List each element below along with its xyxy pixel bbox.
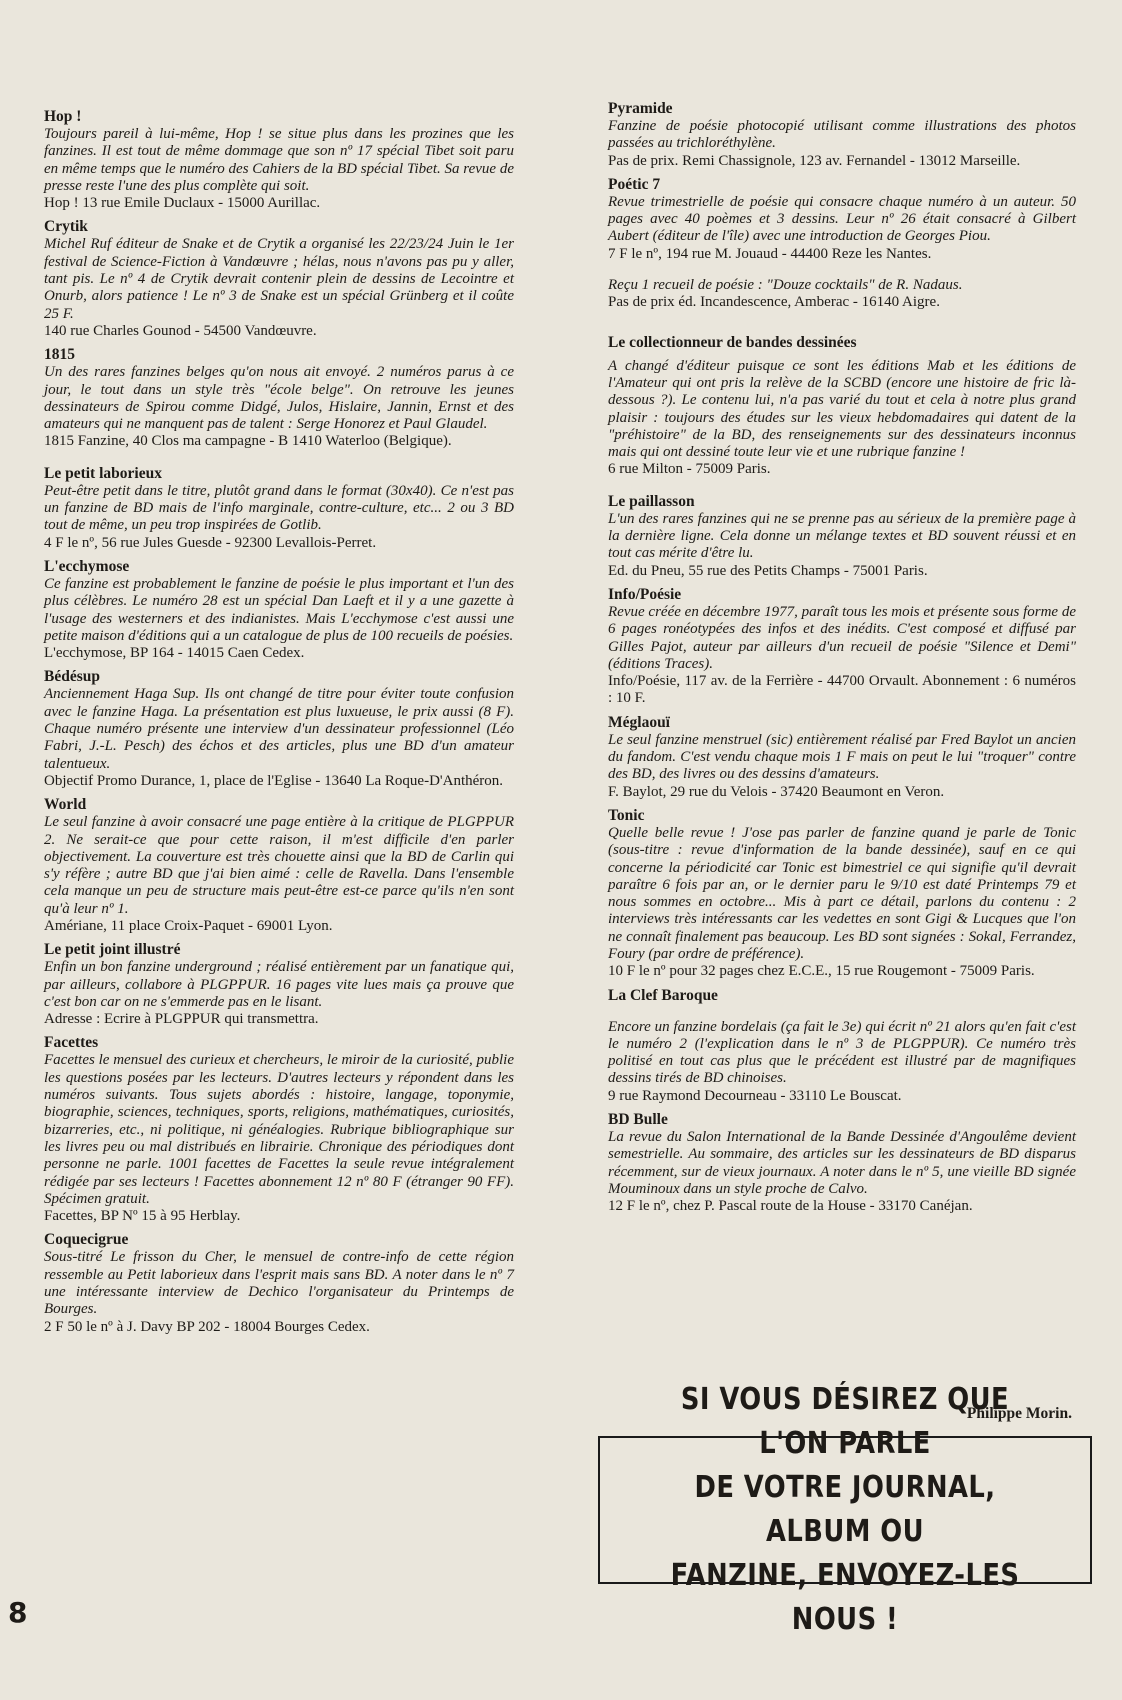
entry-description: Sous-titré Le frisson du Cher, le mensuel de contre-info de cette région ressemble au Petit laborieux dans l'esprit mais sans BD. A noter dans le nº 7 une intéressante interview de Dechico l'organisateur du Printemps de Bourges. — [44, 1249, 514, 1318]
entry-description: Peut-être petit dans le titre, plutôt grand dans le format (30x40). Ce n'est pas un fanzine de BD mais de l'info marginale, contre-culture, etc... 2 ou 3 BD tout de même, un peu trop inspirées de Gotlib. — [44, 482, 514, 534]
entry-address: Pas de prix éd. Incandescence, Amberac - 16140 Aigre. — [608, 294, 940, 311]
entry-description: Facettes le mensuel des curieux et chercheurs, le miroir de la curiosité, publie les questions posées par les lecteurs. D'autres lecteurs y répondent dans les numéros suivants. Tous sujets abordés : histoire, langage, toponymie, biographie, sciences, techniques, sports, religions, mathématiques, curiosités, bizarreries, etc., ni politique, ni généalogies. Rubrique bibliographique sur les livres peu ou mal distribués en librairie. Chronique des périodiques dont personne ne parle. 1001 facettes de Facettes la seule revue intégralement rédigée par ses lecteurs ! Facettes abonnement 12 nº 80 F (étranger 90 FF). Spécimen gratuit. — [44, 1052, 514, 1207]
entry-address: 10 F le nº pour 32 pages chez E.C.E., 15 rue Rougemont - 75009 Paris. — [608, 963, 1035, 980]
entry-description: Quelle belle revue ! J'ose pas parler de fanzine quand je parle de Tonic (sous-titre : revue d'information de la bande dessinée), sauf en ce qui concerne la périodicité car Tonic est bimestriel ce qui signifie qu'il devrait paraître 6 fois par an, or le dernier paru le 9/10 est daté Printemps 79 et nous sommes en octobre... Mis à part ce détail, parlons du contenu : 2 interviews très intéressants car les vedettes en sont Gigi & Lucques que l'on ne connaît finalement pas beaucoup. Les BD sont signées : Sokal, Ferrandez, Foury (par ordre de préférence). — [608, 824, 1076, 962]
review-entry — [608, 1111, 1076, 1215]
entry-address: 6 rue Milton - 75009 Paris. — [608, 461, 771, 478]
entry-description: Le seul fanzine à avoir consacré une page entière à la critique de PLGPPUR 2. Ne serait-ce que pour cette raison, il m'est difficile d'en parler objectivement. La couverture est très chouette ainsi que la BD de Carlin qui s'y réfère ; autre BD que j'ai bien aimé : celle de Ravella. Dans l'ensemble cela manque un peu de structure mais peut-être est-ce parce qu'ils n'en sont qu'à leur nº 1. — [44, 814, 514, 917]
call-to-action-text: SI VOUS DÉSIREZ QUE L'ON PARLE DE VOTRE JOURNAL, ALBUM OU FANZINE, ENVOYEZ-LES NOUS ! — [670, 1382, 1020, 1637]
review-entry — [608, 334, 1076, 479]
review-entry — [44, 941, 514, 1028]
entry-title: Facettes — [44, 1034, 99, 1052]
review-entry — [608, 714, 1076, 801]
entry-description: Enfin un bon fanzine underground ; réalisé entièrement par un fanatique qui, par ailleurs, collabore à PLGPPUR. 16 pages vite lues mais ça prouve que c'est bon car on ne s'emmerde pas en le lisant. — [44, 959, 514, 1010]
entry-description: Michel Ruf éditeur de Snake et de Crytik a organisé les 22/23/24 Juin le 1er festival de Science-Fiction à Vandœuvre ; hélas, nous n'avons pas pu y aller, tant pis. Le nº 4 de Crytik devrait contenir plein de dessins de Lecointre et Onurb, alors patience ! Le nº 3 de Snake est un spécial Grünberg et il coûte 25 F. — [44, 236, 514, 322]
entry-address: Ed. du Pneu, 55 rue des Petits Champs - 75001 Paris. — [608, 562, 928, 579]
review-entry — [44, 346, 514, 450]
entry-address: 1815 Fanzine, 40 Clos ma campagne - B 1410 Waterloo (Belgique). — [44, 433, 452, 450]
review-entry — [44, 465, 514, 552]
entry-title: Le collectionneur de bandes dessinées — [608, 333, 857, 351]
review-entry — [44, 1034, 514, 1225]
entry-address: 9 rue Raymond Decourneau - 33110 Le Bouscat. — [608, 1087, 902, 1104]
entry-title: Poétic 7 — [608, 175, 661, 193]
review-entry — [44, 668, 514, 790]
entry-description: A changé d'éditeur puisque ce sont les éditions Mab et les éditions de l'Amateur qui ont pris la relève de la SCBD (encore une histoire de fric là-dessous ?). Le contenu lui, n'a pas varié du tout et cela à notre plus grand plaisir : toujours des études sur les vieux hebdomadaires qui datent de la "préhistoire" de la BD, des renseignements sur des dessinateurs inconnus mais qui ont dessiné toute leur vie et une rubrique fanzine ! — [608, 357, 1076, 461]
entry-address: 2 F 50 le nº à J. Davy BP 202 - 18004 Bourges Cedex. — [44, 1318, 370, 1335]
entry-description: Encore un fanzine bordelais (ça fait le 3e) qui écrit nº 21 alors qu'en fait c'est le numéro 2 (l'explication dans le nº 3 de PLGPPUR). Ce numéro très politisé en tout cas plus que le précédent est illustré par de magnifiques dessins tirés de BD chinoises. — [608, 1018, 1076, 1087]
entry-title: World — [44, 796, 87, 814]
entry-title: Le paillasson — [608, 492, 695, 510]
entry-address: Facettes, BP Nº 15 à 95 Herblay. — [44, 1208, 241, 1225]
entry-description: L'un des rares fanzines qui ne se prenne pas au sérieux de la première page à la dernière ligne. Cela donne un mélange textes et BD souvent réussi et en tout cas mérite d'être lu. — [608, 510, 1076, 562]
review-entry — [608, 807, 1076, 981]
review-entry — [608, 586, 1076, 708]
entry-title: Tonic — [608, 806, 645, 824]
entry-title: BD Bulle — [608, 1111, 668, 1129]
entry-address: 4 F le nº, 56 rue Jules Guesde - 92300 Levallois-Perret. — [44, 534, 377, 551]
right-column — [608, 100, 1076, 1216]
entry-address: Objectif Promo Durance, 1, place de l'Eglise - 13640 La Roque-D'Anthéron. — [44, 772, 504, 789]
entry-title: La Clef Baroque — [608, 986, 718, 1004]
entry-address: L'ecchymose, BP 164 - 14015 Caen Cedex. — [44, 645, 305, 662]
entry-address: 7 F le nº, 194 rue M. Jouaud - 44400 Reze les Nantes. — [608, 245, 932, 262]
author-signature: Philippe Morin. — [966, 1405, 1072, 1422]
entry-description: Revue trimestrielle de poésie qui consacre chaque numéro à un auteur. 50 pages avec 40 poèmes et 3 dessins. Leur nº 26 était consacré à Gilbert Aubert (éditeur de l'île) avec une introduction de Georges Piou. — [608, 193, 1076, 245]
entry-title: Crytik — [44, 218, 88, 236]
entry-description: La revue du Salon International de la Bande Dessinée d'Angoulême devient semestrielle. Au sommaire, des articles sur les dessinateurs de BD disparus récemment, sur de vieux journaux. A noter dans le nº 5, une vieille BD signée Mouminoux dans un style proche de Calvo. — [608, 1129, 1076, 1197]
review-entry — [44, 218, 514, 340]
review-entry — [44, 796, 514, 935]
entry-description: Revue créée en décembre 1977, paraît tous les mois et présente sous forme de 6 pages ronéotypées des infos et des inédits. C'est composé et diffusé par Gilles Pajot, auteur par ailleurs d'un recueil de poésie "Silence et Demi" (éditions Traces). — [608, 603, 1076, 672]
review-entry — [44, 108, 514, 212]
review-entry — [608, 176, 1076, 263]
entry-description: Un des rares fanzines belges qu'on nous ait envoyé. 2 numéros parus à ce jour, le tout dans un style très "école belge". On retrouve les jeunes dessinateurs de Spirou comme Didgé, Julos, Hislaire, Jannin, Ernst et des amateurs qui ne manquent pas de talent : Serge Honorez et Paul Glaudel. — [44, 364, 514, 433]
entry-address: 140 rue Charles Gounod - 54500 Vandœuvre. — [44, 322, 317, 339]
entry-title: Coquecigrue — [44, 1231, 129, 1249]
review-entry — [608, 277, 1076, 312]
entry-description: Reçu 1 recueil de poésie : "Douze cocktails" de R. Nadaus. — [608, 277, 963, 294]
entry-description: Anciennement Haga Sup. Ils ont changé de titre pour éviter toute confusion avec le fanzine Haga. La présentation est plus luxueuse, le prix aussi (8 F). Chaque numéro présente une interview d'un dessinateur professionnel (Léo Fabri, J.-L. Pesch) des échos et des articles, plus une BD d'un amateur talentueux. — [44, 686, 514, 772]
entry-address: Pas de prix. Remi Chassignole, 123 av. Fernandel - 13012 Marseille. — [608, 152, 1021, 169]
entry-description: Ce fanzine est probablement le fanzine de poésie le plus important et l'un des plus célèbres. Le numéro 28 est un spécial Dan Laeft et il y a une gazette à l'usage des westerners et des indianistes. Mais L'ecchymose c'est aussi une petite maison d'éditions qui a un catalogue de plus de 100 recueils de poésies. — [44, 575, 514, 644]
entry-title: Pyramide — [608, 100, 673, 117]
entry-address: Adresse : Ecrire à PLGPPUR qui transmettra. — [44, 1011, 319, 1028]
review-entry — [44, 1231, 514, 1335]
entry-title: L'ecchymose — [44, 557, 130, 575]
entry-address: F. Baylot, 29 rue du Velois - 37420 Beaumont en Veron. — [608, 783, 945, 800]
entry-title: 1815 — [44, 346, 75, 364]
left-column — [44, 108, 514, 1336]
entry-description: Toujours pareil à lui-même, Hop ! se situe plus dans les prozines que les fanzines. Il est tout de même dommage que son nº 17 spécial Tibet soit paru en même temps que le numéro des Cahiers de la BD spécial Tibet. Sa revue de presse reste l'une des plus complète qui soit. — [44, 126, 514, 194]
entry-address: Amériane, 11 place Croix-Paquet - 69001 Lyon. — [44, 917, 333, 934]
entry-address: Info/Poésie, 117 av. de la Ferrière - 44700 Orvault. Abonnement : 6 numéros : 10 F. — [608, 673, 1076, 707]
entry-address: Hop ! 13 rue Emile Duclaux - 15000 Aurillac. — [44, 195, 321, 212]
entry-description: Fanzine de poésie photocopié utilisant comme illustrations des photos passées au trichloréthylène. — [608, 118, 1076, 152]
entry-title: Méglaouï — [608, 713, 670, 731]
page-number: 8 — [8, 1596, 28, 1629]
entry-description: Le seul fanzine menstruel (sic) entièrement réalisé par Fred Baylot un ancien du fandom. C'est vendu chaque mois 1 F mais on peut le lui "troquer" contre des BD, des livres ou des dessins d'amateurs. — [608, 731, 1076, 783]
entry-title: Bédésup — [44, 668, 100, 686]
entry-title: Hop ! — [44, 108, 82, 125]
review-entry — [608, 493, 1076, 580]
entry-address: 12 F le nº, chez P. Pascal route de la House - 33170 Canéjan. — [608, 1198, 973, 1215]
review-entry — [608, 100, 1076, 170]
entry-title: Le petit laborieux — [44, 464, 162, 482]
review-entry — [608, 987, 1076, 1105]
entry-title: Le petit joint illustré — [44, 941, 181, 959]
review-entry — [44, 558, 514, 662]
entry-title: Info/Poésie — [608, 585, 682, 603]
